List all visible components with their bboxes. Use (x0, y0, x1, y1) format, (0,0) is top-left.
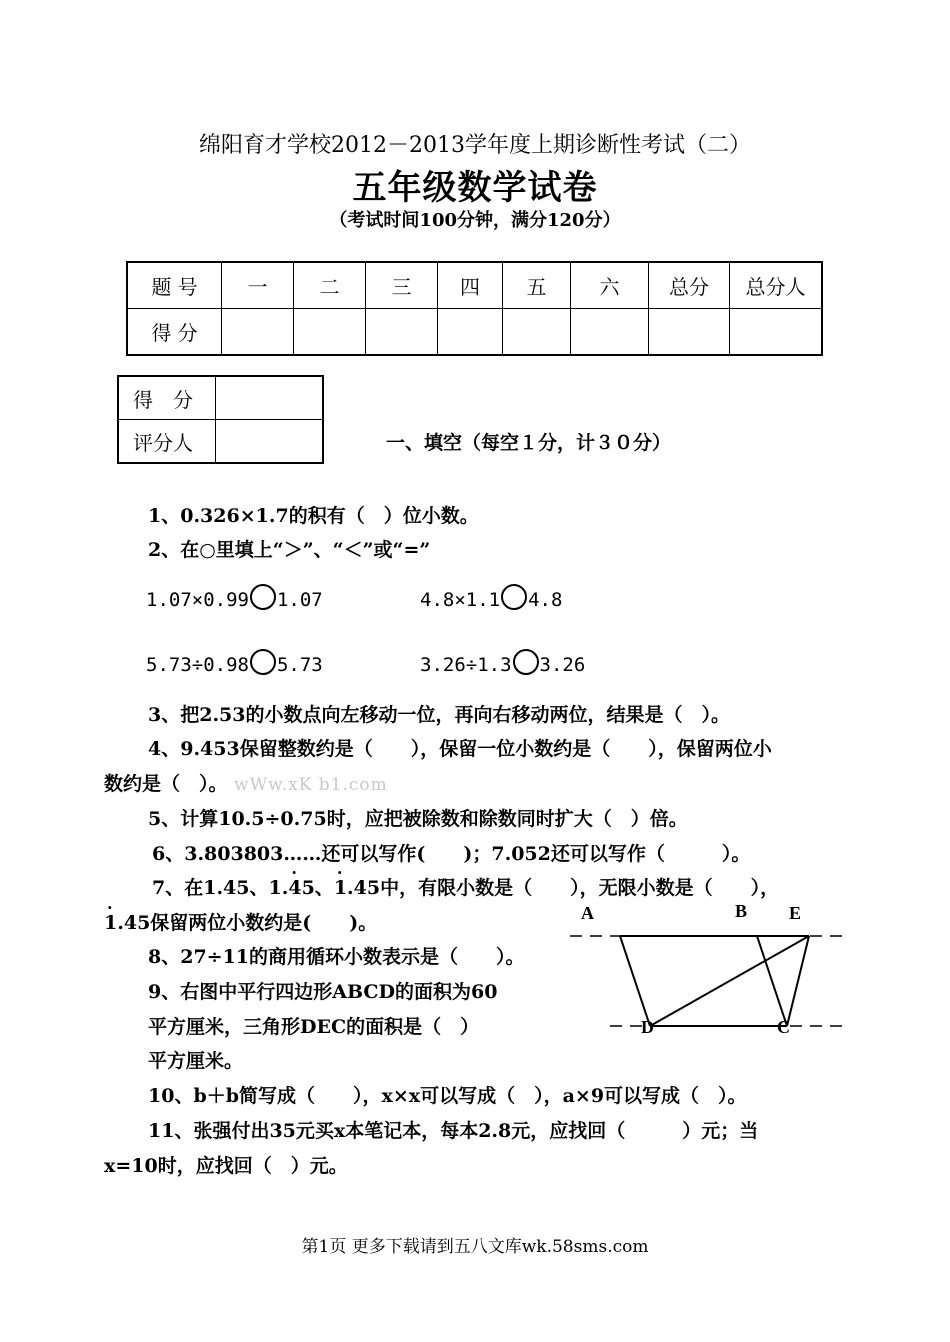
label-a: A (581, 903, 594, 923)
score-cell[interactable] (503, 309, 571, 356)
expr-left: 1.07×0.99 (146, 589, 249, 611)
grader-label: 评分人 (118, 420, 216, 464)
question-11-line2: x=10时，应找回（ ）元。 (104, 1155, 348, 1177)
score-cell[interactable] (294, 309, 366, 356)
compare-circle[interactable] (250, 584, 276, 610)
expr-right: 4.8 (528, 589, 563, 611)
question-8: 8、27÷11的商用循环小数表示是（ ）。 (148, 946, 525, 968)
compare-circle[interactable] (513, 649, 539, 675)
segment-ed (650, 936, 809, 1026)
expr-right: 5.73 (276, 654, 323, 676)
section-title: 一、填空（每空１分，计３０分） (386, 432, 672, 454)
score-cell[interactable] (571, 309, 649, 356)
header-cell: 总分人 (730, 262, 823, 309)
question-9-line1: 9、右图中平行四边形ABCD的面积为60 (148, 981, 498, 1003)
score-label: 得 分 (118, 376, 216, 420)
watermark: wWw.xK b1.com (234, 775, 388, 795)
section-score-cell[interactable] (216, 376, 324, 420)
compare-expr-4 (420, 649, 585, 676)
header-cell: 一 (222, 262, 294, 309)
question-7-line2 (104, 908, 377, 935)
expr-right: 3.26 (539, 654, 586, 676)
label-b: B (735, 901, 748, 921)
score-cell[interactable] (366, 309, 438, 356)
q7-text: .45中，有限小数是（ ），无限小数是（ ）， (347, 877, 780, 899)
section-grader-table (117, 375, 324, 464)
segment-ec (787, 936, 809, 1026)
q7-text: 7、在1.45、1. (152, 877, 289, 899)
q7-repeating-digit: · 1 (104, 912, 117, 934)
segment-bc (757, 936, 787, 1026)
question-4-line2 (104, 769, 388, 796)
q7-text: .45保留两位小数约是( )。 (117, 912, 378, 934)
expr-left: 4.8×1.1 (420, 589, 501, 611)
label-d: D (641, 1017, 654, 1037)
question-4-line1: 4、9.453保留整数约是（ ），保留一位小数约是（ ），保留两位小 (148, 738, 772, 760)
score-cell[interactable] (222, 309, 294, 356)
score-cell[interactable] (438, 309, 503, 356)
school-name: 绵阳育才学校2012－2013学年度上期诊断性考试（二） (199, 133, 751, 158)
score-table-header-row (127, 262, 822, 309)
expr-left: 5.73÷0.98 (146, 654, 249, 676)
label-e: E (789, 903, 802, 923)
page-footer: 第1页 更多下载请到五八文库wk.58sms.com (301, 1237, 649, 1257)
question-9-line3: 平方厘米。 (148, 1050, 244, 1072)
header-cell: 六 (571, 262, 649, 309)
question-11-line1: 11、张强付出35元买x本笔记本，每本2.8元，应找回（ ）元；当 (148, 1120, 759, 1142)
question-3: 3、把2.53的小数点向左移动一位，再向右移动两位，结果是（ ）。 (148, 704, 730, 726)
compare-expr-3 (146, 649, 323, 676)
header-cell: 三 (366, 262, 438, 309)
score-cell[interactable] (649, 309, 730, 356)
header-cell: 二 (294, 262, 366, 309)
q7-repeating-digit: · 1 (334, 877, 347, 899)
question-1: 1、0.326×1.7的积有（ ）位小数。 (148, 505, 479, 527)
exam-info: （考试时间100分钟，满分120分） (329, 210, 621, 231)
score-table-score-row (127, 309, 822, 356)
segment-ad (620, 936, 650, 1026)
compare-expr-2 (420, 584, 562, 611)
header-cell: 五 (503, 262, 571, 309)
question-5: 5、计算10.5÷0.75时，应把被除数和除数同时扩大（ ）倍。 (148, 808, 688, 830)
header-cell: 题 号 (127, 262, 222, 309)
q7-text: 5、 (301, 877, 334, 899)
question-6: 6、3.803803……还可以写作( )；7.052还可以写作（ ）。 (152, 843, 751, 865)
question-2: 2、在○里填上“＞”、“＜”或“=” (148, 539, 431, 561)
q7-repeating-digit: · 4 (288, 877, 301, 899)
score-cell[interactable] (730, 309, 823, 356)
question-10: 10、b＋b简写成（ ），x×x可以写成（ ），a×9可以写成（ ）。 (148, 1085, 747, 1107)
score-table (126, 261, 823, 356)
compare-expr-1 (146, 584, 323, 611)
compare-circle[interactable] (250, 649, 276, 675)
page-title: 五年级数学试卷 (352, 168, 598, 208)
header-cell: 四 (438, 262, 503, 309)
expr-right: 1.07 (276, 589, 323, 611)
grader-cell[interactable] (216, 420, 324, 464)
header-cell: 总分 (649, 262, 730, 309)
row-label: 得 分 (127, 309, 222, 356)
parallelogram-diagram (565, 895, 855, 1055)
question-4-text: 数约是（ ）。 (104, 773, 228, 795)
question-9-line2: 平方厘米，三角形DEC的面积是（ ） (148, 1016, 480, 1038)
compare-circle[interactable] (501, 584, 527, 610)
label-c: C (777, 1017, 790, 1037)
expr-left: 3.26÷1.3 (420, 654, 512, 676)
